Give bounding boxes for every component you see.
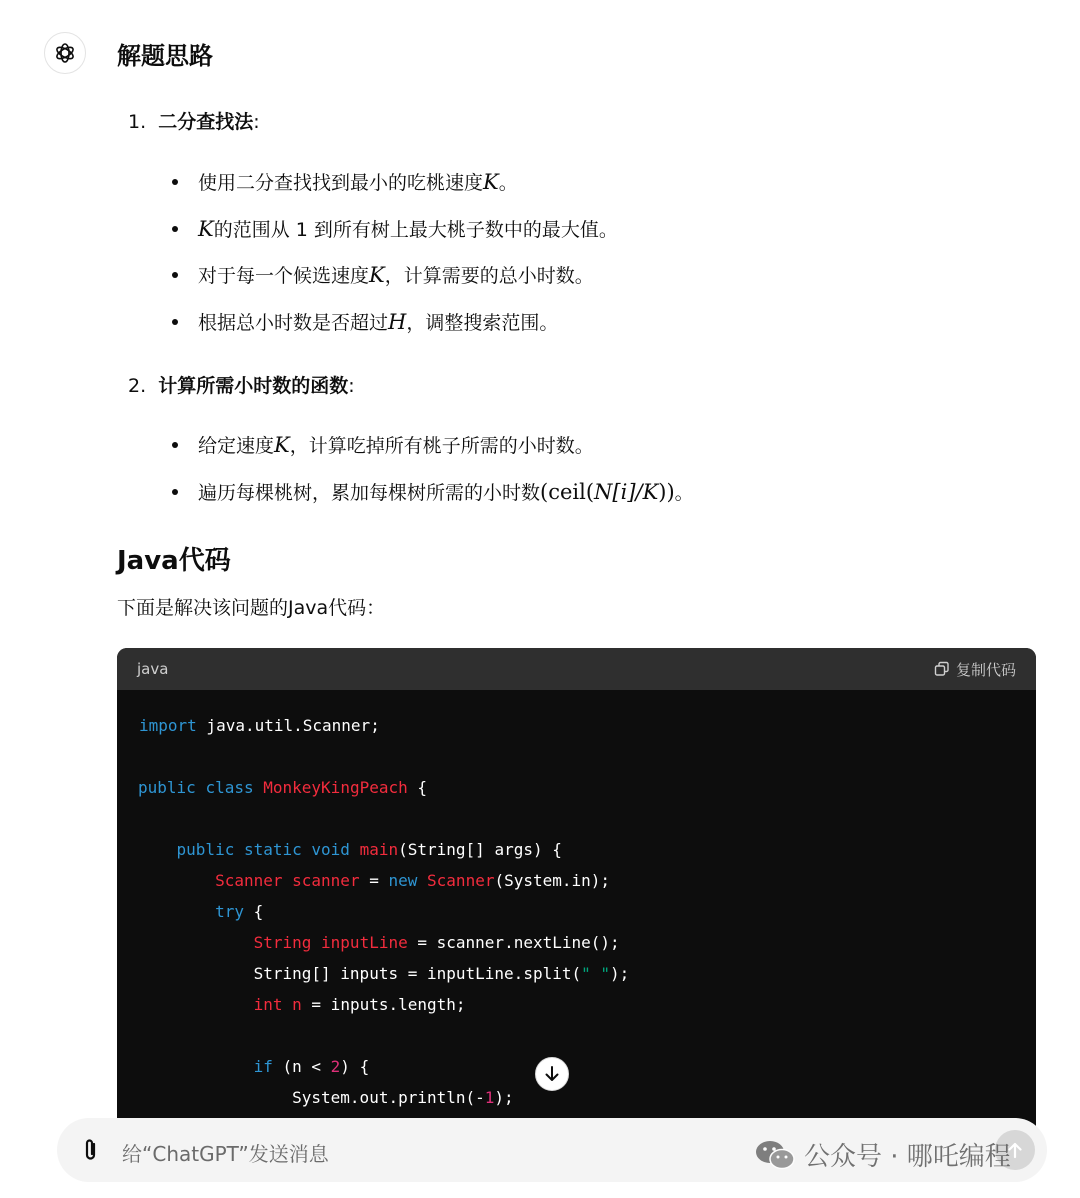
item-number: 2. [128,375,147,397]
code-line [138,1082,514,1113]
code-token [234,840,244,859]
bullet-text: ，调整搜索范围。 [406,312,559,334]
code-token: System.out.println(- [292,1088,485,1107]
code-token: import [139,716,197,735]
code-token [311,933,321,952]
code-indent [138,840,177,859]
code-token: " " [581,964,611,983]
bullet-text: 。 [674,482,694,504]
code-line [138,989,466,1020]
bullet-item [172,261,594,288]
bullet-item [172,308,558,335]
code-indent [138,1057,254,1076]
code-token: Scanner [215,871,283,890]
bullet-item [172,431,594,458]
code-token: static [243,840,302,859]
code-token [350,840,360,859]
math-var: H [388,309,407,334]
bullet-dot [172,226,178,232]
intro-text: 下面是解决该问题的Java代码： [117,597,386,619]
code-token: = inputs.length; [301,995,466,1014]
code-token: 2 [330,1057,341,1076]
code-indent [138,995,254,1014]
code-token [254,778,264,797]
copy-icon [934,661,950,677]
math-var: K [198,216,214,241]
code-block [117,648,1036,1128]
attach-button[interactable] [77,1136,105,1164]
wechat-icon [754,1138,796,1172]
code-line [138,772,427,803]
bullet-dot [172,442,178,448]
code-line [138,1051,369,1082]
code-line [138,834,562,865]
code-token: (System.in); [494,871,611,890]
watermark [754,1136,1011,1173]
code-token: public [138,778,196,797]
bullet-dot [172,272,178,278]
bullet-dot [172,319,178,325]
paperclip-icon [80,1138,102,1162]
copy-code-button[interactable] [934,659,1016,680]
java-heading: Java代码 [117,546,231,576]
code-token: ); [610,964,630,983]
assistant-avatar [44,32,86,74]
code-token [417,871,427,890]
section-heading: 解题思路 [117,42,213,70]
math-var: K [369,262,385,287]
list-item-1 [128,107,260,134]
bullet-text: 。 [498,172,518,194]
bullet-item [172,215,618,242]
math-var: K [274,432,290,457]
bullet-item [172,478,694,505]
bullet-text: 对于每一个候选速度 [198,265,370,287]
code-token: { [407,778,428,797]
code-token: void [311,840,350,859]
math-paren: )) [658,479,675,504]
code-token: ); [494,1088,514,1107]
code-token: try [215,902,244,921]
bullet-text: 的范围从 1 到所有树上最大桃子数中的最大值。 [213,219,618,241]
bullet-text: 遍历每棵桃树，累加每棵树所需的小时数 [198,482,541,504]
code-token [283,871,293,890]
code-indent [138,1088,292,1107]
code-token: (String[] args) { [398,840,562,859]
message-input[interactable]: 给“ChatGPT”发送消息 [122,1142,329,1166]
code-indent [138,871,215,890]
item-colon: : [348,375,355,397]
code-token: ) { [340,1057,370,1076]
code-indent [138,964,254,983]
code-token: main [359,840,399,859]
code-token [196,778,206,797]
bullet-text: 使用二分查找找到最小的吃桃速度 [198,172,484,194]
bullet-item [172,168,518,195]
bullet-dot [172,489,178,495]
code-token: MonkeyKingPeach [263,778,408,797]
code-indent [138,933,254,952]
code-token: String [253,933,312,952]
item-colon: : [253,111,260,133]
item-number: 1. [128,111,147,133]
code-header [117,648,1036,690]
code-line [138,927,620,958]
arrow-down-icon [543,1065,561,1083]
code-token: if [253,1057,273,1076]
code-token: new [388,871,418,890]
code-token: int [253,995,283,1014]
code-token: inputLine [321,933,408,952]
item-title: 二分查找法 [158,111,254,133]
bullet-text: ，计算吃掉所有桃子所需的小时数。 [289,435,594,457]
watermark-text: 公众号 · 哪吒编程 [804,1142,1011,1172]
code-token: Scanner [427,871,495,890]
code-token: class [205,778,254,797]
list-item-2 [128,371,355,398]
code-token: = [359,871,389,890]
code-token [283,995,293,1014]
bullet-text: 给定速度 [198,435,275,457]
bullet-dot [172,179,178,185]
code-line [139,710,380,741]
openai-logo-icon [53,41,77,65]
math-expr: N[i]/K [594,479,659,504]
item-title: 计算所需小时数的函数 [158,375,349,397]
math-func: (ceil( [540,479,595,504]
bullet-text: ，计算需要的总小时数。 [384,265,594,287]
code-line [138,896,263,927]
code-line [138,865,610,896]
code-token: { [243,902,264,921]
code-token: String[] inputs = inputLine.split( [253,964,582,983]
code-language: java [137,660,169,678]
code-token: n [292,995,302,1014]
code-token: = scanner.nextLine(); [407,933,620,952]
scroll-down-button[interactable] [535,1057,569,1091]
copy-label: 复制代码 [955,660,1016,679]
code-line [138,958,629,989]
code-token: 1 [484,1088,495,1107]
code-token: public [176,840,235,859]
code-token: (n < [272,1057,331,1076]
code-token: scanner [292,871,360,890]
code-token [302,840,312,859]
bullet-text: 根据总小时数是否超过 [198,312,389,334]
math-var: K [483,169,499,194]
code-indent [138,902,215,921]
code-token: java.util.Scanner; [196,716,380,735]
